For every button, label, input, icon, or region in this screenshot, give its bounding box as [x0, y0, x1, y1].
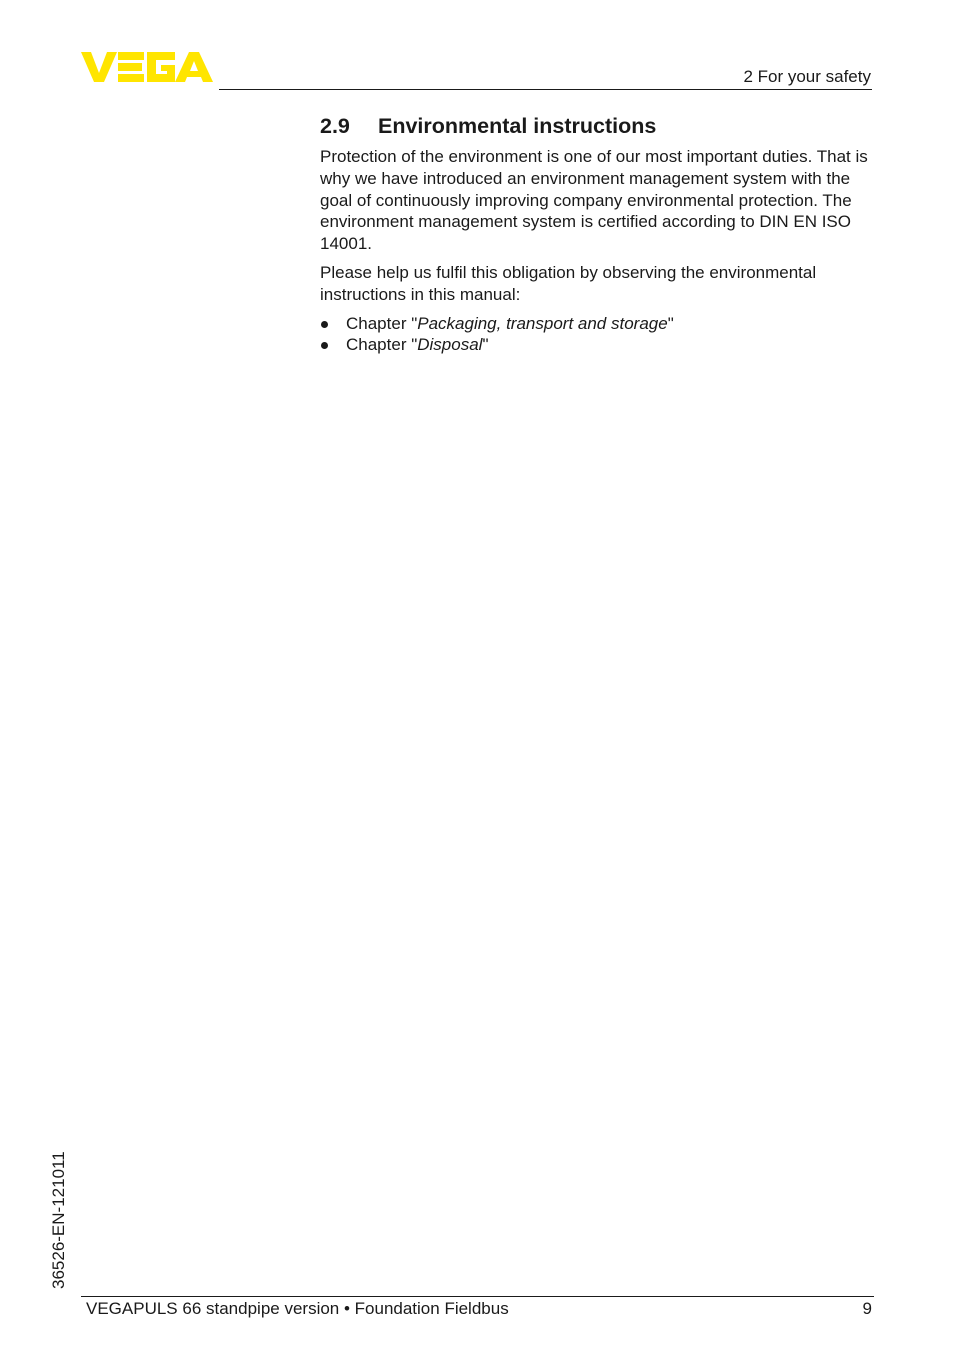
section-number: 2.9: [320, 114, 350, 138]
footer-title: VEGAPULS 66 standpipe version • Foundation Fieldbus: [86, 1299, 509, 1318]
vega-logo: [81, 50, 213, 84]
bullet-icon: [321, 342, 328, 349]
main-content: [320, 112, 876, 356]
footer-rule: [81, 1296, 874, 1297]
page-number: 9: [862, 1299, 872, 1318]
section-heading: [320, 112, 876, 140]
chapter-list: [320, 313, 876, 357]
section-title: Environmental instructions: [378, 114, 657, 138]
list-item-prefix: Chapter ": [346, 313, 418, 333]
list-item: [320, 334, 876, 356]
paragraph: Protection of the environment is one of our most important duties. That is why we have introduced an environment management system with the goal of continuously improving company environmental protection. The environment management system is certified according to DIN EN ISO 14001.: [320, 147, 868, 254]
list-item-suffix: ": [482, 335, 489, 355]
running-head: 2 For your safety: [743, 67, 871, 86]
chapter-reference: Packaging, transport and storage: [417, 313, 668, 333]
header-rule: [219, 89, 872, 90]
paragraph: Please help us fulfil this obligation by observing the environmental instructions in this manual:: [320, 262, 817, 304]
chapter-reference: Disposal: [417, 335, 483, 355]
list-item-suffix: ": [667, 313, 674, 333]
document-id: 36526-EN-121011: [49, 1151, 68, 1289]
list-item-prefix: Chapter ": [346, 335, 418, 355]
bullet-icon: [321, 321, 328, 328]
list-item: [320, 313, 876, 335]
